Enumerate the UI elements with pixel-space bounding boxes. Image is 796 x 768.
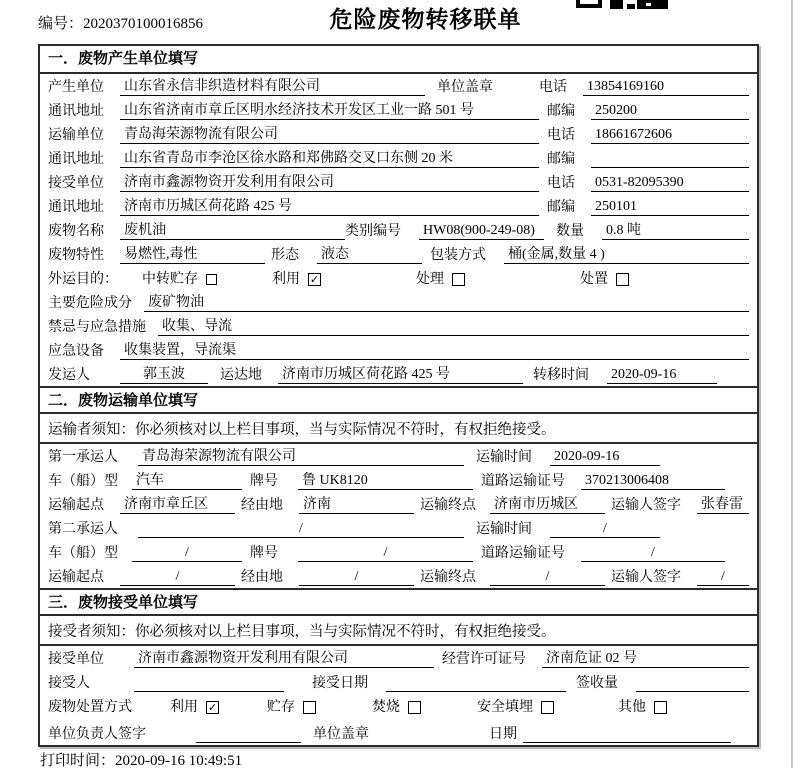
purpose-option-utilize-label: 利用 [272, 272, 300, 287]
plate-number2-value[interactable]: / [298, 544, 473, 562]
accept-unit-seal-label: 单位盖章 [313, 727, 369, 742]
route2-start-value[interactable]: / [120, 568, 235, 586]
permit-number-label: 经营许可证号 [442, 652, 526, 667]
taboo-measures-value: 收集、导流 [158, 318, 749, 336]
responsible-sign-label: 单位负责人签字 [48, 727, 146, 742]
hazard-component-label: 主要危险成分 [48, 296, 132, 311]
responsible-sign-value[interactable] [196, 726, 301, 743]
carrier2-sign-label: 运输人签字 [611, 570, 681, 585]
receiver-unit-row [40, 170, 757, 194]
disposal-option-landfill-label: 安全填埋 [477, 700, 533, 715]
doc-title: 危险废物转移联单 [329, 6, 522, 32]
acceptor-label: 接受人 [48, 676, 90, 691]
transporter-zip-label: 邮编 [547, 152, 575, 167]
waste-form-label: 形态 [271, 248, 299, 263]
transporter-zip-value[interactable] [591, 151, 749, 168]
disposal-option-other-label: 其他 [618, 700, 646, 715]
receiver-zip-value: 250101 [591, 198, 749, 216]
transporter-address-value: 山东省青岛市李沧区徐水路和郑佛路交叉口东侧 20 米 [120, 150, 539, 168]
transport-time-label: 运输时间 [476, 450, 532, 465]
transporter-phone-label: 电话 [547, 128, 575, 143]
first-carrier-label: 第一承运人 [48, 450, 118, 465]
taboo-measures-label: 禁忌与应急措施 [48, 320, 146, 335]
vehicle-type-row [40, 468, 757, 492]
waste-qty-value: 0.8 吨 [602, 222, 749, 240]
section3-title: 三．废物接受单位填写 [40, 588, 757, 616]
destination-label: 运达地 [220, 368, 262, 383]
route-via-label: 经由地 [241, 498, 283, 513]
purpose-option-transfer-storage-label: 中转贮存 [142, 272, 198, 287]
waste-name-label: 废物名称 [48, 224, 104, 239]
waste-pack-label: 包装方式 [430, 248, 486, 263]
transporter-address-label: 通讯地址 [48, 152, 104, 167]
receiver-address-label: 通讯地址 [48, 200, 104, 215]
purpose-option-dispose-checkbox[interactable] [616, 273, 629, 286]
permit-number-value: 济南危证 02 号 [542, 650, 749, 668]
disposal-option-utilize-checkbox[interactable]: ✓ [207, 701, 218, 714]
disposal-option-store-checkbox[interactable] [303, 701, 316, 714]
unit-seal-label: 单位盖章 [437, 80, 493, 95]
purpose-option-transfer-storage-checkbox[interactable] [206, 274, 217, 285]
disposal-option-utilize-label: 利用 [170, 700, 198, 715]
disposal-option-incinerate-checkbox[interactable] [408, 701, 421, 714]
second-carrier-value[interactable]: / [138, 520, 464, 538]
disposal-option-other [618, 699, 667, 716]
purpose-option-utilize [272, 271, 321, 288]
print-time-line [40, 749, 242, 768]
producer-address-row [40, 98, 757, 122]
route-end-label: 运输终点 [420, 498, 476, 513]
dispatcher-row [40, 362, 757, 386]
disposal-option-other-checkbox[interactable] [654, 701, 667, 714]
route2-start-label: 运输起点 [48, 570, 104, 585]
accept-unit-label: 接受单位 [48, 652, 104, 667]
transport-time2-value[interactable]: / [550, 520, 660, 538]
dispatcher-label: 发运人 [48, 368, 90, 383]
producer-address-value: 山东省济南市章丘区明水经济技术开发区工业一路 501 号 [120, 102, 539, 120]
acceptor-row [40, 670, 757, 694]
sign-date-label: 日期 [489, 727, 517, 742]
hazard-component-row [40, 290, 757, 314]
purpose-option-dispose [580, 271, 629, 288]
first-carrier-row [40, 444, 757, 468]
disposal-option-landfill [477, 699, 554, 716]
received-qty-label: 签收量 [576, 676, 618, 691]
vehicle-type2-label: 车（船）型 [48, 546, 118, 561]
transporter-unit-value: 青岛海荣源物流有限公司 [120, 126, 539, 144]
vehicle-type-label: 车（船）型 [48, 474, 118, 489]
responsible-sign-row [40, 718, 757, 745]
transporter-unit-row [40, 122, 757, 146]
waste-form-value: 液态 [317, 246, 422, 264]
road-license-value: 370213006408 [581, 472, 725, 490]
transfer-purpose-label: 外运目的： [48, 272, 118, 287]
disposal-option-landfill-checkbox[interactable] [541, 701, 554, 714]
road-license2-value[interactable]: / [581, 544, 725, 562]
waste-pack-value: 桶(金属,数量 4 ) [504, 246, 749, 264]
waste-qty-label: 数量 [556, 224, 584, 239]
dispatcher-value: 郭玉波 [120, 366, 208, 384]
transfer-time-value: 2020-09-16 [607, 366, 717, 384]
waste-props-value: 易燃性,毒性 [120, 246, 265, 264]
producer-unit-value: 山东省永信非织造材料有限公司 [120, 78, 425, 96]
emergency-equipment-value: 收集装置，导流渠 [120, 342, 749, 360]
hazard-component-value: 废矿物油 [144, 294, 749, 312]
producer-zip-value: 250200 [591, 102, 749, 120]
carrier-sign-value: 张春雷 [697, 496, 749, 514]
transfer-purpose-row [40, 266, 757, 290]
waste-code-value: HW08(900-249-08) [419, 222, 544, 240]
vehicle-type-value: 汽车 [132, 472, 242, 490]
acceptor-value[interactable] [134, 675, 284, 692]
waste-props-row [40, 242, 757, 266]
route-row-2 [40, 564, 757, 588]
receiver-phone-value: 0531-82095390 [591, 174, 749, 192]
route-start-value: 济南市章丘区 [120, 496, 235, 514]
transfer-time-label: 转移时间 [533, 368, 589, 383]
vehicle-type2-value[interactable]: / [132, 544, 242, 562]
route2-end-label: 运输终点 [420, 570, 476, 585]
receiver-phone-label: 电话 [547, 176, 575, 191]
producer-address-label: 通讯地址 [48, 104, 104, 119]
purpose-option-utilize-checkbox[interactable]: ✓ [309, 273, 320, 286]
route-end-value: 济南市历城区 [490, 496, 605, 514]
doc-number-label: 编号： [38, 16, 84, 32]
disposal-method-row [40, 694, 757, 718]
destination-value: 济南市历城区荷花路 425 号 [278, 366, 523, 384]
receiver-notice: 接受者须知：你必须核对以上栏目事项，当与实际情况不符时，有权拒绝接受。 [40, 616, 757, 646]
producer-zip-label: 邮编 [547, 104, 575, 119]
route2-end-value[interactable]: / [490, 568, 605, 586]
producer-phone-label: 电话 [539, 80, 567, 95]
route-via-value: 济南 [299, 496, 414, 514]
receiver-zip-label: 邮编 [547, 200, 575, 215]
disposal-option-incinerate [372, 699, 421, 716]
disposal-option-store [267, 699, 316, 716]
first-carrier-value: 青岛海荣源物流有限公司 [138, 448, 464, 466]
emergency-equipment-row [40, 338, 757, 362]
route-row-1 [40, 492, 757, 516]
receiver-unit-value: 济南市鑫源物资开发利用有限公司 [120, 174, 539, 192]
transporter-notice: 运输者须知：你必须核对以上栏目事项，当与实际情况不符时，有权拒绝接受。 [40, 414, 757, 444]
carrier2-sign-value[interactable]: / [697, 568, 749, 586]
receiver-unit-label: 接受单位 [48, 176, 104, 191]
purpose-option-treat-label: 处理 [416, 272, 444, 287]
transport-time-value: 2020-09-16 [550, 448, 660, 466]
plate-number-label: 牌号 [250, 474, 278, 489]
producer-phone-value: 13854169160 [583, 78, 749, 96]
purpose-option-dispose-label: 处置 [580, 272, 608, 287]
window-right-edge [791, 0, 793, 768]
sign-date-value[interactable] [523, 726, 731, 743]
print-time-value: 2020-09-16 10:49:51 [115, 753, 243, 768]
plate-number2-label: 牌号 [250, 546, 278, 561]
transporter-phone-value: 18661672606 [591, 126, 749, 144]
disposal-option-utilize [170, 699, 219, 716]
route2-via-label: 经由地 [241, 570, 283, 585]
second-carrier-label: 第二承运人 [48, 522, 118, 537]
carrier-sign-label: 运输人签字 [611, 498, 681, 513]
second-carrier-row [40, 516, 757, 540]
vehicle-type2-row [40, 540, 757, 564]
purpose-option-treat [416, 271, 465, 288]
disposal-method-label: 废物处置方式 [48, 700, 132, 715]
received-qty-value[interactable] [636, 675, 749, 692]
section2-title: 二．废物运输单位填写 [40, 386, 757, 414]
taboo-measures-row [40, 314, 757, 338]
plate-number-value: 鲁 UK8120 [298, 472, 473, 490]
receiver-address-row [40, 194, 757, 218]
purpose-option-treat-checkbox[interactable] [452, 273, 465, 286]
purpose-option-transfer-storage [142, 271, 217, 288]
print-time-label: 打印时间： [40, 753, 116, 768]
road-license-label: 道路运输证号 [481, 474, 565, 489]
waste-name-value: 废机油 [120, 222, 345, 240]
waste-code-label: 类别编号 [345, 224, 401, 239]
accept-date-value[interactable] [386, 675, 566, 692]
receiver-address-value: 济南市历城区荷花路 425 号 [120, 198, 539, 216]
accept-date-label: 接受日期 [312, 676, 368, 691]
waste-name-row [40, 218, 757, 242]
road-license2-label: 道路运输证号 [481, 546, 565, 561]
disposal-option-store-label: 贮存 [267, 700, 295, 715]
section1-title: 一．废物产生单位填写 [40, 46, 757, 74]
transporter-unit-label: 运输单位 [48, 128, 104, 143]
transporter-address-row [40, 146, 757, 170]
accept-unit-value: 济南市鑫源物资开发利用有限公司 [134, 650, 434, 668]
disposal-option-incinerate-label: 焚烧 [372, 700, 400, 715]
route-start-label: 运输起点 [48, 498, 104, 513]
producer-unit-row [40, 74, 757, 98]
accept-unit-row [40, 646, 757, 670]
waste-props-label: 废物特性 [48, 248, 104, 263]
route2-via-value[interactable]: / [299, 568, 414, 586]
transport-time2-label: 运输时间 [476, 522, 532, 537]
producer-unit-label: 产生单位 [48, 80, 104, 95]
manifest-form [38, 44, 759, 747]
doc-number-value: 2020370100016856 [83, 16, 204, 32]
emergency-equipment-label: 应急设备 [48, 344, 104, 359]
